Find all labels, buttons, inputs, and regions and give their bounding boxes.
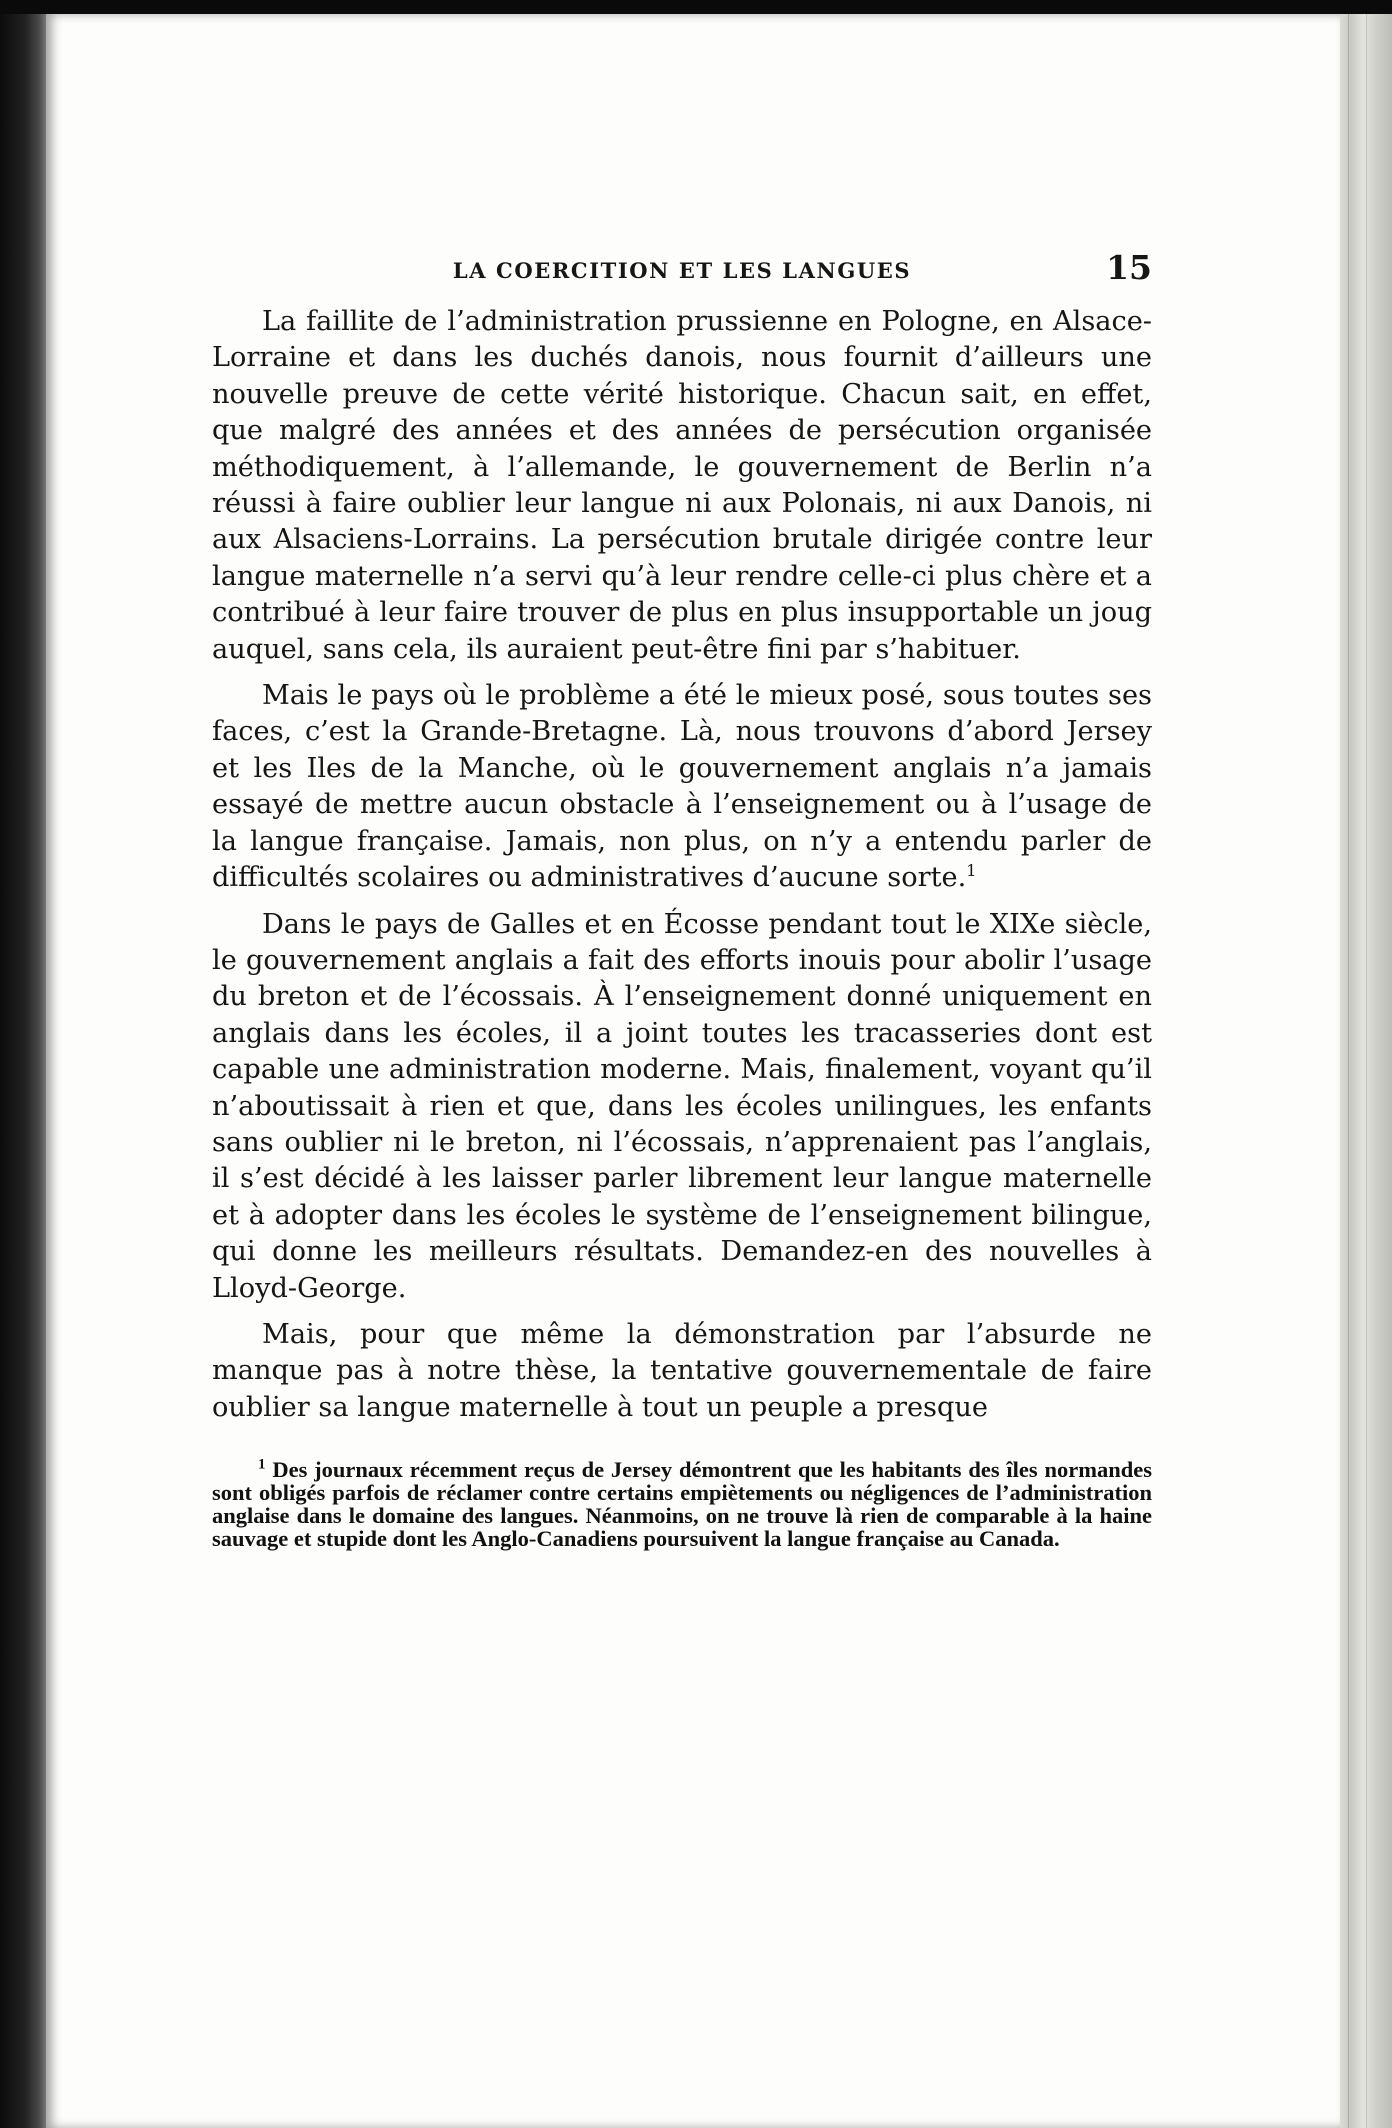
scan-top-border xyxy=(0,0,1392,14)
running-head xyxy=(212,248,1152,298)
page-number: 15 xyxy=(1106,248,1152,287)
footnote-text: Des journaux récemment reçus de Jersey démontrent que les habitants des îles normandes sont obligés parfois de réclamer contre certains empiètements ou négligences de l’administration anglaise dans le domaine des langues. Néanmoins, on ne trouve là rien de comparable à la haine sauvage et stupide dont les Anglo-Canadiens poursuivent la langue française au Canada. xyxy=(212,1457,1152,1552)
footnote xyxy=(212,1458,1152,1550)
paragraph-4: Mais, pour que même la démonstration par l’absurde ne manque pas à notre thèse, la tentative gouvernementale de faire oublier sa langue maternelle à tout un peuple a presque xyxy=(212,1318,1152,1423)
paragraph-3: Dans le pays de Galles et en Écosse pendant tout le XIXe siècle, le gouvernement anglais a fait des efforts inouis pour abolir l’usage du breton et de l’écossais. À l’enseignement donné uniquement en anglais dans les écoles, il a joint toutes les tracasseries dont est capable une administration moderne. Mais, finalement, voyant qu’il n’aboutissait à rien et que, dans les écoles unilingues, les enfants sans oublier ni le breton, ni l’écossais, n’apprenaient pas l’anglais, il s’est décidé à les laisser parler librement leur langue maternelle et à adopter dans les écoles le système de l’enseignement bilingue, qui donne les meilleurs résultats. Demandez-en des nouvelles à Lloyd-George. xyxy=(212,908,1152,1304)
footnote-marker: 1 xyxy=(258,1456,266,1473)
text-block xyxy=(212,248,1152,1550)
page-edges xyxy=(1340,14,1392,2128)
paragraph-2-text: Mais le pays où le problème a été le mieux posé, sous toutes ses faces, c’est la Grande-Bretagne. Là, nous trouvons d’abord Jersey et les Iles de la Manche, où le gouvernement anglais n’a jamais essayé de mettre aucun obstacle à l’enseignement ou à l’usage de la langue française. Jamais, non plus, on n’y a entendu parler de difficultés scolaires ou administratives d’aucune sorte. xyxy=(212,680,1152,894)
footnote-reference: 1 xyxy=(966,861,977,881)
paragraph-2 xyxy=(212,678,1152,896)
running-title: LA COERCITION ET LES LANGUES xyxy=(452,258,912,283)
paragraph-1: La faillite de l’administration prussienne en Pologne, en Alsace-Lorraine et dans les duchés danois, nous fournit d’ailleurs une nouvelle preuve de cette vérité historique. Chacun sait, en effet, que malgré des années et des années de persécution organisée méthodiquement, à l’allemande, le gouvernement de Berlin n’a réussi à faire oublier leur langue ni aux Polonais, ni aux Danois, ni aux Alsaciens-Lorrains. La persécution brutale dirigée contre leur langue maternelle n’a servi qu’à leur rendre celle-ci plus chère et a contribué à leur faire trouver de plus en plus insupportable un joug auquel, sans cela, ils auraient peut-être fini par s’habituer. xyxy=(212,306,1152,665)
book-spine-shadow xyxy=(0,0,46,2128)
body-text xyxy=(212,304,1152,1426)
